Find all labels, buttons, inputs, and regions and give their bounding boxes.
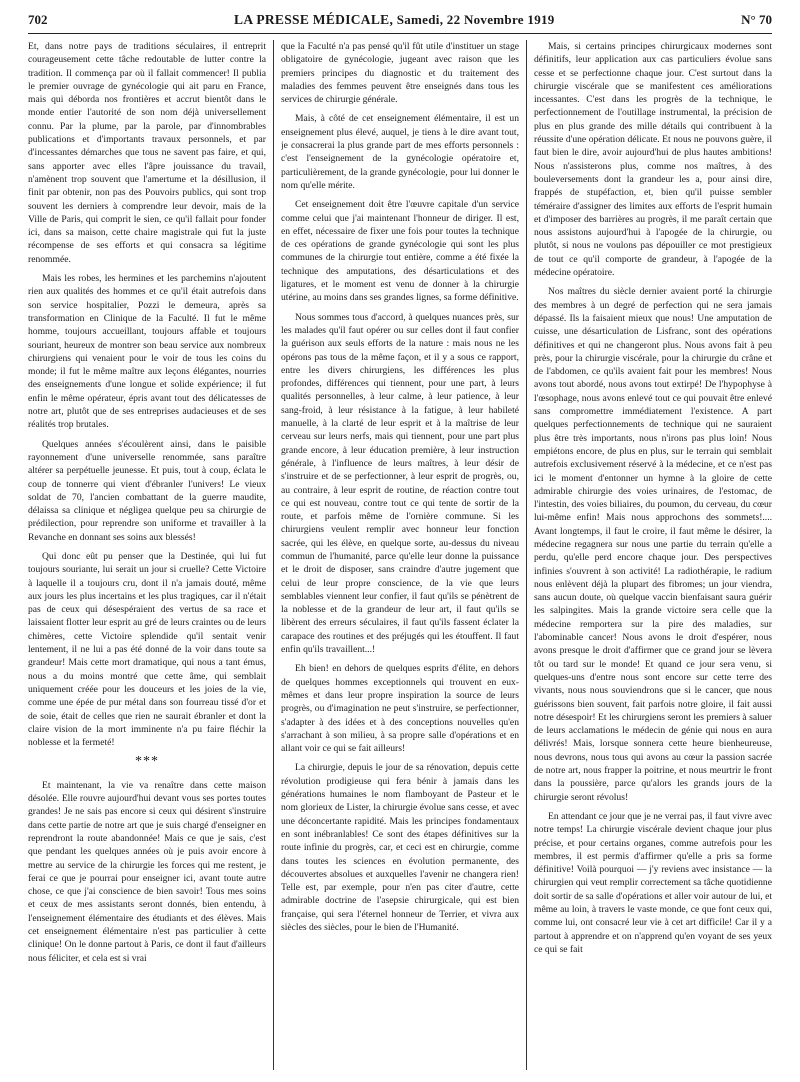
paragraph: que la Faculté n'a pas pensé qu'il fût utile d'instituer un stage obligatoire de gynécologie, jugeant avec raison que les premiers principes du diagnostic et du traitement des maladies des femmes peuvent être enseignés dans tous les services de chirurgie générale.	[281, 41, 519, 106]
header-rule	[28, 33, 772, 34]
journal-title: LA PRESSE MÉDICALE,	[234, 12, 394, 27]
paragraph: Et maintenant, la vie va renaître dans cette maison désolée. Elle rouvre aujourd'hui devant vous ses portes toutes grandes! Je ne sais pas encore si ceux qui désirent s'instruire dans cette partie de notre art que je suis chargé d'enseigner en reprendront la route abandonnée! Mais ce que je sais, c'est que pendant les quelques années où je puis avoir encore à mettre au service de la chirurgie les forces qui me restent, je ferai ce que je pourrai pour enseigner ici, avant toute autre chose, ce que j'ai conscience de bien savoir! Tous mes soins et ceux de mes assistants seront donnés, bien entendu, à l'enseignement élémentaire des étudiants et des élèves. Mais cet enseignement élémentaire n'est pas particulier à cette clinique! On le donne partout à Paris, ce dont il faut d'ailleurs nous féliciter, et cela est si vrai	[28, 779, 266, 964]
column-2	[281, 40, 519, 1070]
paragraph: Mais, si certains principes chirurgicaux modernes sont définitifs, leur application aux cas particuliers évolue sans cesse et se perfectionne chaque jour. C'est surtout dans la chirurgie viscérale que se manifestent ces améliorations incessantes. C'est dans les progrès de la technique, le perfectionnement de l'outillage instrumental, la précision de plus en plus grande des mille détails qui contribuent à la réussite d'une opération délicate. Et nous ne pouvons guère, il faut bien le dire, avoir aujourd'hui de plus hautes ambitions! Nous n'assisterons plus, comme nos maîtres, à des bouleversements dont la grandeur les a, pour ainsi dire, frappés de stupéfaction, et, bien qu'il puisse sembler téméraire d'assigner des limites aux efforts de l'esprit humain et d'imposer des barrières au progrès, il me paraît certain que nous assistons aujourd'hui à l'apogée de la chirurgie, ou plutôt, si nous ne voulons pas dépouiller ce mot prestigieux de tout ce qu'il comporte de grandeur, à l'apogée de la médecine opératoire.	[534, 41, 772, 279]
section-separator: ***	[135, 754, 159, 770]
paragraph: Eh bien! en dehors de quelques esprits d'élite, en dehors de quelques hommes exceptionnels qui trouvent en eux-mêmes et dans leur propre inspiration la source de leurs progrès, ou d'imagination ne peut s'instruire, se perfectionner, s'adapter à des idées et à des conceptions nouvelles qu'en s'arrachant à son milieu, à sa propre salle d'opérations et en allant voir ce qui se fait ailleurs!	[281, 663, 519, 755]
paragraph: Mais les robes, les hermines et les parchemins n'ajoutent rien aux qualités des hommes et ce qu'il était autrefois dans son service hospitalier, Pozzi le demeura, après sa transformation en Clinique de la Faculté. Il fut le même homme, toujours accueillant, toujours affable et toujours souriant, heureux de montrer son beau service aux nombreux chirurgiens qui venaient pour le voir de tous les coins du monde; il fut le même maître aux leçons élégantes, nourries des enseignements d'une longue et solide expérience; il fut enfin le même opérateur, épris avant tout des délicatesses de notre art, plutôt que de ses entreprises audacieuses et de ses réalités trop brutales.	[28, 273, 266, 431]
journal-line	[234, 12, 555, 28]
paragraph: Et, dans notre pays de traditions séculaires, il entreprit courageusement cette tâche redoutable de lutter contre la tradition. Il commença par où il fallait commencer! Il publia le premier ouvrage de gynécologie qui ait paru en France, mais qui déborda nos frontières et accrut bientôt dans le monde entier l'autorité de son nom déjà universellement connu. Par la plume, par la parole, par d'innombrables publications et d'importants travaux personnels, et par d'incessantes démarches que tous ne savent pas faire, et qui, sans apporter avec elles l'âpre jouissance du travail, n'amènent trop souvent que l'amertume et la désillusion, il finit par obtenir, non pas des Pouvoirs publics, qui sont trop souvent les derniers à comprendre leur devoir, mais de la Ville de Paris, qui comprit le sien, ce qu'il fallait pour fonder ici, dans sa maison, cette chaire magistrale qui fut la juste récompense de ses efforts et qui consacra sa légitime renommée.	[28, 41, 266, 265]
column-divider	[526, 40, 527, 1070]
paragraph: Quelques années s'écoulèrent ainsi, dans le paisible rayonnement d'une universelle renommée, sans paraître altérer sa perpétuelle jeunesse. Et puis, tout à coup, éclata le coup de tonnerre qui vient d'ébranler l'univers! Le vieux soldat de 70, l'ancien combattant de la guerre maudite, délaissa sa clinique et négligea quelque peu sa chirurgie de prédilection, pour reprendre son uniforme et travailler à la Revanche en donnant ses soins aux blessés!	[28, 438, 266, 543]
column-1	[28, 40, 266, 1070]
issue-date: Samedi, 22 Novembre 1919	[396, 12, 555, 27]
paragraph: Nos maîtres du siècle dernier avaient porté la chirurgie des membres à un degré de perfection qui ne sera jamais dépassé. Ils la faisaient mieux que nous! Une amputation de cuisse, une désarticulation de Lisfranc, sont des opérations définitives et qui ne changeront plus. Nous avons fait à peu près, pour la chirurgie viscérale, pour la chirurgie du crâne et de l'abdomen, ce qu'ils avaient fait pour les membres! Nous avons tout abordé, nous avons tout extirpé! De l'hypophyse à l'œsophage, nous avons enlevé tout ce qui pouvait être enlevé sans compromettre immédiatement l'existence. A part quelques perfectionnements de technique qui ne sauraient plus être très importants, nous n'irons pas plus loin! Nous empiétons encore, de plus en plus, sur le terrain qui semblait autrefois exclusivement réservé à la médecine, et ce n'est pas ici le moment d'entonner un hymne à la gloire de cette admirable chirurgie des voies urinaires, de l'estomac, de l'intestin, des voies biliaires, du poumon, du cerveau, du cœur lui-même enfin! Mais nous approchons des sommets!.... Avant longtemps, il faut le croire, il faut même le désirer, la médecine regagnera sur nous une partie du terrain qu'elle a perdu, qu'elle perd encore chaque jour. Des perspectives infinies s'ouvrent à son activité! La radiothérapie, le radium nous enlèvent déjà la plupart des fibromes; un jour viendra, sans aucun doute, où quelque vaccin bienfaisant saura guérir les salpingites. Mais la grande victoire sera celle que la médecine remportera sur la pire des maladies, sur l'abominable cancer! Nous avons le droit d'espérer, nous avons presque le droit d'affirmer que ce grand jour se lèvera tôt ou tard sur le monde! Et quand ce jour sera venu, si quelques-uns d'entre nous sont encore sur cette terre des vivants, nous nous souviendrons que si le cancer, que nous guérissons bien souvent, fait parfois notre gloire, il fait aussi notre désespoir! Et les chirurgiens seront les premiers à saluer de leurs acclamations le médecin de génie qui nous en aura délivrés! Mais, lorsque sonnera cette heure bienheureuse, nous devrons, nous tous qui avons au cœur la passion sacrée de notre art, nous frapper la poitrine, et nous meurtrir le front dans la poussière, parce qu'alors les grands jours de la chirurgie seront révolus!	[534, 286, 772, 803]
page-number: 702	[28, 12, 48, 27]
issue-number: N° 70	[741, 12, 772, 27]
paragraph: Nous sommes tous d'accord, à quelques nuances près, sur les malades qu'il faut opérer ou sur celles dont il faut confier la guérison aux seuls efforts de la nature : mais nous ne les opérons pas tous de la même façon, et il y a sous ce rapport, entre les divers chirurgiens, les différences les plus profondes, différences qui tiennent, pour une part, à leurs qualités personnelles, à leur calme, à leur patience, à leur sang-froid, à leur résistance à la fatigue, à leur habileté manuelle, à la clarté de leur esprit et à la maîtrise de leur cerveau sur leurs nerfs, mais qui tiennent, pour une part plus grande encore, à leur éducation première, à leur instruction générale, à l'influence de leurs maîtres, à leur désir de s'instruire et de se perfectionner, à leur esprit de progrès, ou, au contraire, à leur esprit de routine, de réaction contre tout ce qui est nouveau, contre tout ce qui tente de sortir de la route, et parfois même de l'ornière commune. Si les chirurgiens veulent remplir avec honneur leur fonction sacrée, qui les élève, en quelque sorte, au-dessus du niveau commun de l'humanité, parce qu'elle leur donne la puissance et le droit de disposer, sans craindre d'autre jugement que celui de leur propre conscience, de la vie que leurs semblables viennent leur confier, il faut qu'ils se pénètrent de la noblesse et de la grandeur de leur art, il faut qu'ils se libèrent des erreurs séculaires, il faut qu'ils fassent éclater la carapace des routines et des préjugés qui les étouffent. Il faut enfin qu'ils travaillent...!	[281, 311, 519, 656]
paragraph: Qui donc eût pu penser que la Destinée, qui lui fut toujours souriante, lui serait un jour si cruelle? Cette Victoire à laquelle il a toujours cru, dont il n'a jamais douté, même aux jours les plus incertains et les plus tragiques, car il n'était pas de ceux qui désespéraient des vertus de sa race et laissaient flotter leur esprit au gré de leurs craintes ou de leurs chimères, cette Victoire splendide qu'il sentait venir lentement, il ne lui a pas été donné de la voir dans toute sa grandeur! Mais cette mort dramatique, qui nous a tant émus, nous a du moins montré que cette âme, qui semblait uniquement créée pour les douceurs et les joies de la vie, comme une épée de pur métal dans son fourreau tissé d'or et de soie, était de celles que rien ne saurait ébranler et dont la claire vision de la mort imminente n'a pu faire fléchir la noblesse et la fermeté!	[28, 550, 266, 749]
column-divider	[273, 40, 274, 1070]
paragraph: La chirurgie, depuis le jour de sa rénovation, depuis cette révolution prodigieuse qui fera bénir à jamais dans les générations humaines le nom flamboyant de Pasteur et le nom glorieux de Lister, la chirurgie évolue sans cesse, et avec une déconcertante rapidité. Mais les principes fondamentaux en sont inébranlables! Ce sont des étapes définitives sur la route infinie du progrès, car, et ceci est en chirurgie, comme dans toutes les sciences en évolution permanente, des découvertes absolues et auxquelles l'avenir ne changera rien! Telle est, par exemple, pour n'en pas citer d'autre, cette admirable doctrine de l'asepsie chirurgicale, qui est bien française, qui sera l'éternel honneur de Terrier, et vivra aux siècles des siècles, pour le bien de l'Humanité.	[281, 762, 519, 933]
paragraph: Mais, à côté de cet enseignement élémentaire, il est un enseignement plus élevé, auquel, je tiens à le dire avant tout, je consacrerai la plus grande part de mes efforts personnels : c'est l'enseignement de la gynécologie opératoire et, particulièrement, de la grande gynécologie, pour lui donner le nom qu'elle mérite.	[281, 113, 519, 191]
paragraph: En attendant ce jour que je ne verrai pas, il faut vivre avec notre temps! La chirurgie viscérale devient chaque jour plus précise, et pour certains organes, comme autrefois pour les membres, il est permis d'affirmer qu'elle a pris sa forme définitive! Voilà pourquoi — j'y reviens avec insistance — la chirurgien qui veut remplir correctement sa tâche quotidienne doit sortir de sa salle d'opérations et aller voir autour de lui, et même au loin, à travers le vaste monde, ce que font ceux qui, comme lui, ont consacré leur vie à cet art difficile! Car il y a partout à apprendre et on n'apprend qu'en voyant de ses yeux ce qui se fait	[534, 810, 772, 955]
paragraph: Cet enseignement doit être l'œuvre capitale d'un service comme celui que j'ai maintenant l'honneur de diriger. Il est, en effet, nécessaire de fixer une fois pour toutes la technique de ces opérations de grande gynécologie qui sont les plus communes de la chirurgie tout entière, comme a été fixée la technique des amputations, des désarticulations et des ligatures, et le moment est venu de donner à la chirurgie utérine, au moins dans ses grandes lignes, sa forme définitive.	[281, 199, 519, 304]
page-header	[28, 12, 772, 30]
column-3	[534, 40, 772, 1070]
